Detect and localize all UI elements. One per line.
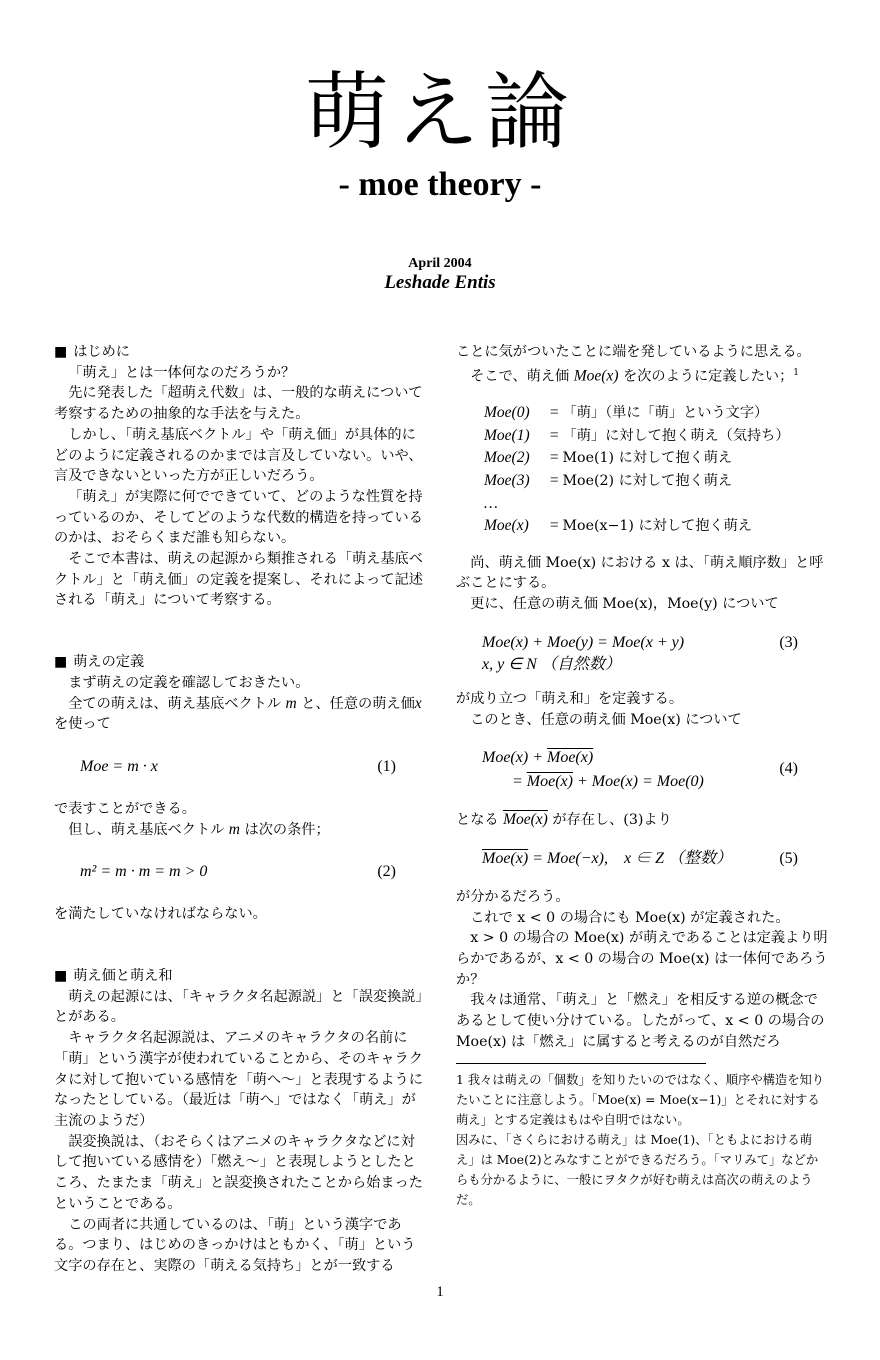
paragraph: まず萌えの定義を確認しておきたい。 bbox=[68, 674, 310, 691]
section-heading-moe-value: ■ 萌え価と萌え和 bbox=[54, 968, 173, 985]
paragraph: そこで、萌え価 Moe(x) を次のように定義したい；$^1$ bbox=[470, 367, 799, 385]
equals-sign: = bbox=[546, 517, 563, 535]
definition-row bbox=[484, 448, 828, 471]
paragraph: この両者に共通しているのは、「萌」という漢字である。つまり、はじめのきっかけはともかく、「萌」という文字の存在と、実際の「萌える気持ち」とが一致する bbox=[54, 1216, 416, 1274]
paragraph: 先に発表した「超萌え代数」は、一般的な萌えについて考察するための抽象的な手法を与えた。 bbox=[54, 385, 423, 423]
paragraph: 萌えの起源には、「キャラクタ名起源説」と「誤変換説」とがある。 bbox=[54, 988, 423, 1026]
paragraph: ことに気がついたことに端を発しているように思える。 bbox=[456, 344, 811, 360]
section-heading-intro: ■ はじめに bbox=[54, 344, 130, 360]
paragraph: が成り立つ「萌え和」を定義する。 bbox=[456, 690, 684, 707]
definition-row bbox=[484, 516, 828, 539]
footnote-mark: 1 bbox=[793, 367, 799, 378]
square-bullet-icon: ■ bbox=[54, 968, 68, 985]
square-bullet-icon: ■ bbox=[54, 344, 68, 360]
paragraph: が分かるだろう。 bbox=[456, 888, 570, 905]
paragraph: これで x < 0 の場合にも Moe(x) が定義された。 bbox=[470, 909, 790, 926]
paragraph: 但し、萌え基底ベクトル m は次の条件； bbox=[68, 820, 330, 838]
equation-2: m² = m · m = m > 0 (2) bbox=[80, 863, 396, 881]
page-number: 1 bbox=[436, 1284, 444, 1300]
paragraph: を満たしていなければならない。 bbox=[54, 906, 267, 923]
footnote: 1 我々は萌えの「個数」を知りたいのではなく、順序や構造を知りたいことに注意しよう。「Moe(x) = Moe(x−1)」とそれに対する萌え」とする定義はもはや自明ではない。 bbox=[456, 1072, 825, 1127]
paragraph: x > 0 の場合の Moe(x) が萌えであることは定義より明らかであるが、x < 0 の場合の Moe(x) は一体何であろうか？ bbox=[456, 930, 828, 988]
definition-rhs: Moe(2) に対して抱く萌え bbox=[562, 472, 733, 489]
title-japanese: 萌え論 bbox=[304, 63, 575, 161]
definition-rhs: Moe(x−1) に対して抱く萌え bbox=[562, 518, 752, 535]
definition-lhs: Moe(2) bbox=[484, 449, 530, 467]
definition-rhs: Moe(1) に対して抱く萌え bbox=[562, 450, 733, 467]
paragraph: 更に、任意の萌え価 Moe(x)，Moe(y) について bbox=[470, 596, 779, 613]
definition-row bbox=[484, 426, 828, 449]
definition-rhs: 「萌」（単に「萌」という文字） bbox=[562, 405, 769, 422]
paragraph: 尚、萌え価 Moe(x) における x は、「萌え順序数」と呼ぶことにする。 bbox=[456, 554, 824, 592]
paragraph: そこで本書は、萌えの起源から類推される「萌え基底ベクトル」と「萌え価」の定義を提案し、それによって記述される「萌え」について考察する。 bbox=[54, 551, 423, 609]
paragraph: で表すことができる。 bbox=[54, 800, 196, 817]
equals-sign: = bbox=[546, 471, 563, 489]
section-heading-definition: ■ 萌えの定義 bbox=[54, 654, 145, 671]
definition-row bbox=[484, 494, 828, 517]
paragraph: 誤変換説は、（おそらくはアニメのキャラクタなどに対して抱いている感情を）「燃え～」と表現しようとしたところ、たまたま「萌え」と誤変換されたことから始まったということである。 bbox=[54, 1133, 423, 1212]
equation-1: Moe = m · x (1) bbox=[80, 757, 396, 775]
paragraph: となる Moe(x) が存在し、(3)より bbox=[456, 811, 672, 829]
definition-lhs: Moe(x) bbox=[484, 517, 529, 535]
square-bullet-icon: ■ bbox=[54, 654, 68, 671]
left-column bbox=[54, 342, 426, 1277]
date: April 2004 bbox=[408, 256, 472, 271]
definition-list bbox=[456, 403, 828, 539]
equals-sign: = bbox=[546, 449, 563, 467]
paragraph: 全ての萌えは、萌え基底ベクトル m と、任意の萌え価x を使って bbox=[54, 694, 422, 733]
paragraph: キャラクタ名起源説は、アニメのキャラクタの名前に「萌」という漢字が使われていることから、そのキャラクタに対して抱いている感情を「萌へ～」と表現するようになったとしている。（最近は「萌へ」ではなく「萌え」が主流のようだ） bbox=[54, 1030, 423, 1129]
equation-5: Moe(x) = Moe(−x), x ∈ Z （整数） (5) bbox=[482, 849, 798, 867]
equals-sign: = bbox=[546, 426, 563, 444]
equation-3: Moe(x) + Moe(y) = Moe(x + y) x, y ∈ N （自然数） (3) bbox=[482, 633, 798, 673]
title-english: - moe theory - bbox=[338, 166, 542, 203]
definition-lhs: Moe(0) bbox=[484, 404, 530, 422]
equals-sign: = bbox=[546, 404, 563, 422]
footnote-rule bbox=[456, 1063, 706, 1064]
definition-lhs: … bbox=[484, 494, 498, 512]
author: Leshade Entis bbox=[384, 272, 496, 293]
paragraph: しかし、「萌え基底ベクトル」や「萌え価」が具体的にどのように定義されるのかまでは言及していない。いや、言及できないといった方が正しいだろう。 bbox=[54, 426, 423, 485]
definition-rhs: 「萌」に対して抱く萌え（気持ち） bbox=[562, 427, 790, 444]
equation-4: Moe(x) + Moe(x) = Moe(x) + Moe(x) = Moe(0) (4) bbox=[482, 749, 798, 791]
paragraph: 「萌え」とは一体何なのだろうか？ bbox=[68, 364, 296, 381]
paragraph: このとき、任意の萌え価 Moe(x) について bbox=[470, 711, 742, 728]
footnote: 因みに、「さくらにおける萌え」は Moe(1)、「ともよにおける萌え」は Moe(2)とみなすことができるだろう。「マリみて」などからも分かるように、一般にヲタクが好む萌えは高次の萌えのようだ。 bbox=[456, 1132, 819, 1207]
right-column bbox=[456, 342, 828, 1210]
definition-lhs: Moe(3) bbox=[484, 471, 530, 489]
definition-lhs: Moe(1) bbox=[484, 426, 530, 444]
definition-row bbox=[484, 471, 828, 494]
paragraph: 「萌え」が実際に何でできていて、どのような性質を持っているのか、そしてどのような代数的構造を持っているのかは、おそらくまだ誰も知らない。 bbox=[54, 488, 423, 547]
paragraph: 我々は通常、「萌え」と「燃え」を相反する逆の概念であるとして使い分けている。したがって、x < 0 の場合の Moe(x) は「燃え」に属すると考えるのが自然だろ bbox=[456, 992, 825, 1050]
definition-row bbox=[484, 403, 828, 426]
